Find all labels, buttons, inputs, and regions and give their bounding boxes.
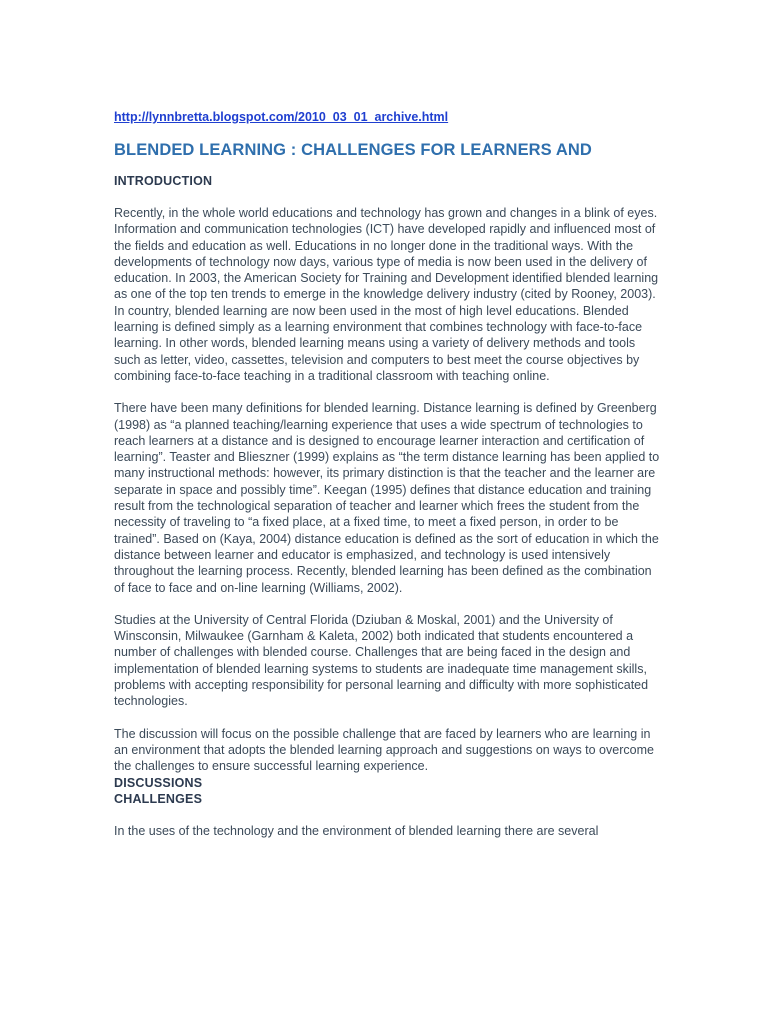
discussions-section bbox=[114, 823, 664, 839]
source-url-link[interactable]: http://lynnbretta.blogspot.com/2010_03_01_archive.html bbox=[114, 110, 449, 124]
challenges-subheading: CHALLENGES bbox=[114, 791, 203, 806]
discussions-heading-block bbox=[114, 775, 664, 807]
introduction-heading: INTRODUCTION bbox=[114, 174, 213, 188]
introduction-section bbox=[114, 205, 664, 775]
paragraph: The discussion will focus on the possible challenge that are faced by learners who are learning in an environment that adopts the blended learning approach and suggestions on ways to overcome the challenges to ensure successful learning experience. bbox=[114, 726, 654, 774]
paragraph: In the uses of the technology and the environment of blended learning there are several bbox=[114, 823, 599, 838]
paragraph: Recently, in the whole world educations and technology has grown and changes in a blink of eyes. Information and communication technologies (ICT) have developed rapidly and influenced most of the fields and education as well. Educations in no longer done in the traditional ways. With the developments of technology now days, various type of media is now been used in the delivery of education. In 2003, the American Society for Training and Development identified blended learning as one of the top ten trends to emerge in the knowledge delivery industry (cited by Rooney, 2003). In country, blended learning are now been used in the most of high level educations. Blended learning is defined simply as a learning environment that combines technology with face-to-face learning. In other words, blended learning means using a variety of delivery methods and tools such as letter, video, cassettes, television and computers to best meet the course objectives by combining face-to-face teaching in a traditional classroom with teaching online. bbox=[114, 206, 659, 383]
document-title: BLENDED LEARNING : CHALLENGES FOR LEARNERS AND bbox=[114, 141, 592, 159]
document-body bbox=[114, 109, 664, 839]
paragraph: Studies at the University of Central Florida (Dziuban & Moskal, 2001) and the University of Winsconsin, Milwaukee (Garnham & Kaleta, 2002) both indicated that students encountered a number of challenges with blended course. Challenges that are being faced in the design and implementation of blended learning systems to students are inadequate time management skills, problems with accepting responsibility for personal learning and difficulty with more sophisticated technologies. bbox=[114, 612, 649, 709]
discussions-heading: DISCUSSIONS bbox=[114, 775, 203, 790]
paragraph: There have been many definitions for blended learning. Distance learning is defined by Greenberg (1998) as “a planned teaching/learning experience that uses a wide spectrum of technologies to reach learners at a distance and is designed to encourage learner interaction and certification of learning”. Teaster and Blieszner (1999) explains as “the term distance learning has been applied to many instructional methods: however, its primary distinction is that the teacher and the learner are separate in space and possibly time”. Keegan (1995) defines that distance education and training result from the technological separation of teacher and learner which frees the student from the necessity of traveling to “a fixed place, at a fixed time, to meet a fixed person, in order to be trained”. Based on (Kaya, 2004) distance education is defined as the sort of education in which the distance between learner and educator is emphasized, and technology is used intensively throughout the learning process. Recently, blended learning has been defined as the combination of face to face and on-line learning (Williams, 2002). bbox=[114, 401, 660, 595]
